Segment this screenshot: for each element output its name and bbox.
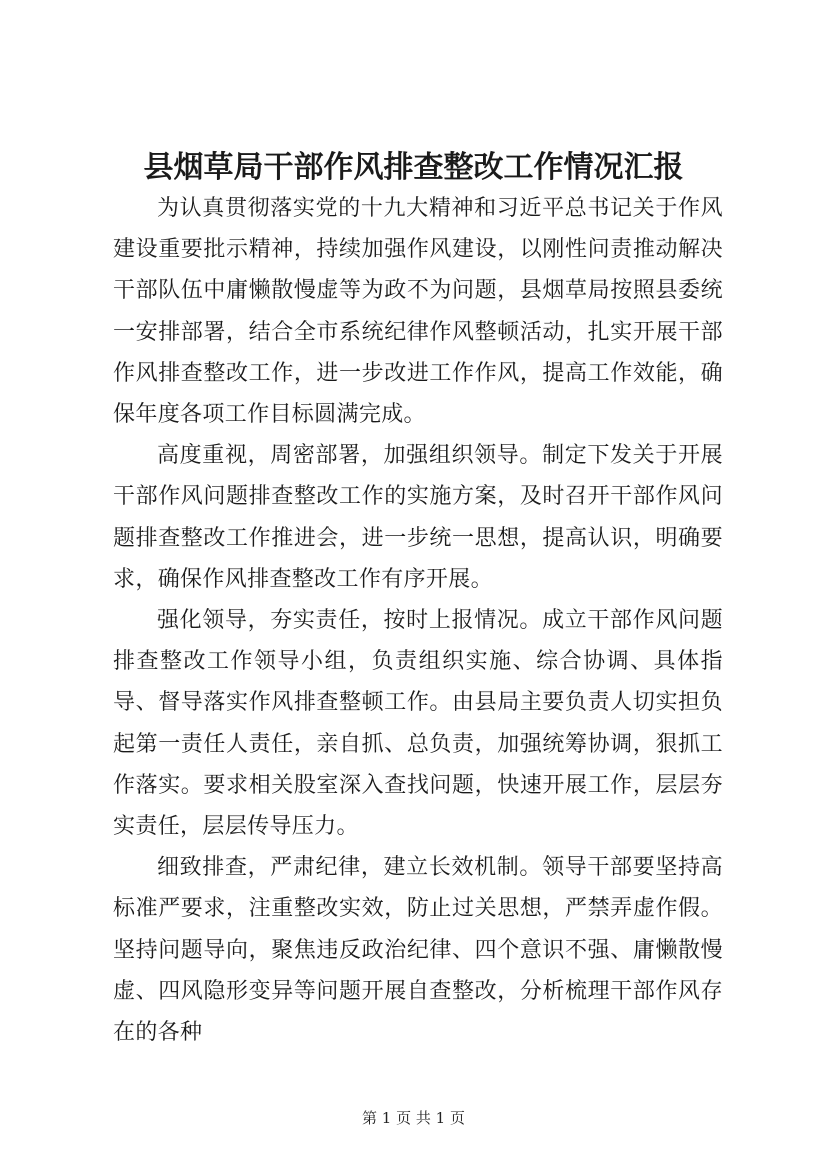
paragraph-2: 高度重视，周密部署，加强组织领导。制定下发关于开展干部作风问题排查整改工作的实施方案，及时召开干部作风问题排查整改工作推进会，进一步统一思想，提高认识，明确要求，确保作风排查整改工作有序开展。 xyxy=(113,443,723,592)
page-footer: 第 1 页 共 1 页 xyxy=(362,1109,465,1127)
document-body xyxy=(113,188,723,1053)
paragraph-4: 细致排查，严肃纪律，建立长效机制。领导干部要坚持高标准严要求，注重整改实效，防止过关思想，严禁弄虚作假。坚持问题导向，聚焦违反政治纪律、四个意识不强、庸懒散慢虚、四风隐形变异等问题开展自查整改，分析梳理干部作风存在的各种 xyxy=(113,855,723,1046)
paragraph-1: 为认真贯彻落实党的十九大精神和习近平总书记关于作风建设重要批示精神，持续加强作风建设，以刚性问责推动解决干部队伍中庸懒散慢虚等为政不为问题，县烟草局按照县委统一安排部署，结合全市系统纪律作风整顿活动，扎实开展干部作风排查整改工作，进一步改进工作作风，提高工作效能，确保年度各项工作目标圆满完成。 xyxy=(113,196,723,428)
document-title: 县烟草局干部作风排查整改工作情况汇报 xyxy=(143,150,684,185)
paragraph-3: 强化领导，夯实责任，按时上报情况。成立干部作风问题排查整改工作领导小组，负责组织实施、综合协调、具体指导、督导落实作风排查整顿工作。由县局主要负责人切实担负起第一责任人责任，亲自抓、总负责，加强统筹协调，狠抓工作落实。要求相关股室深入查找问题，快速开展工作，层层夯实责任，层层传导压力。 xyxy=(113,608,723,840)
